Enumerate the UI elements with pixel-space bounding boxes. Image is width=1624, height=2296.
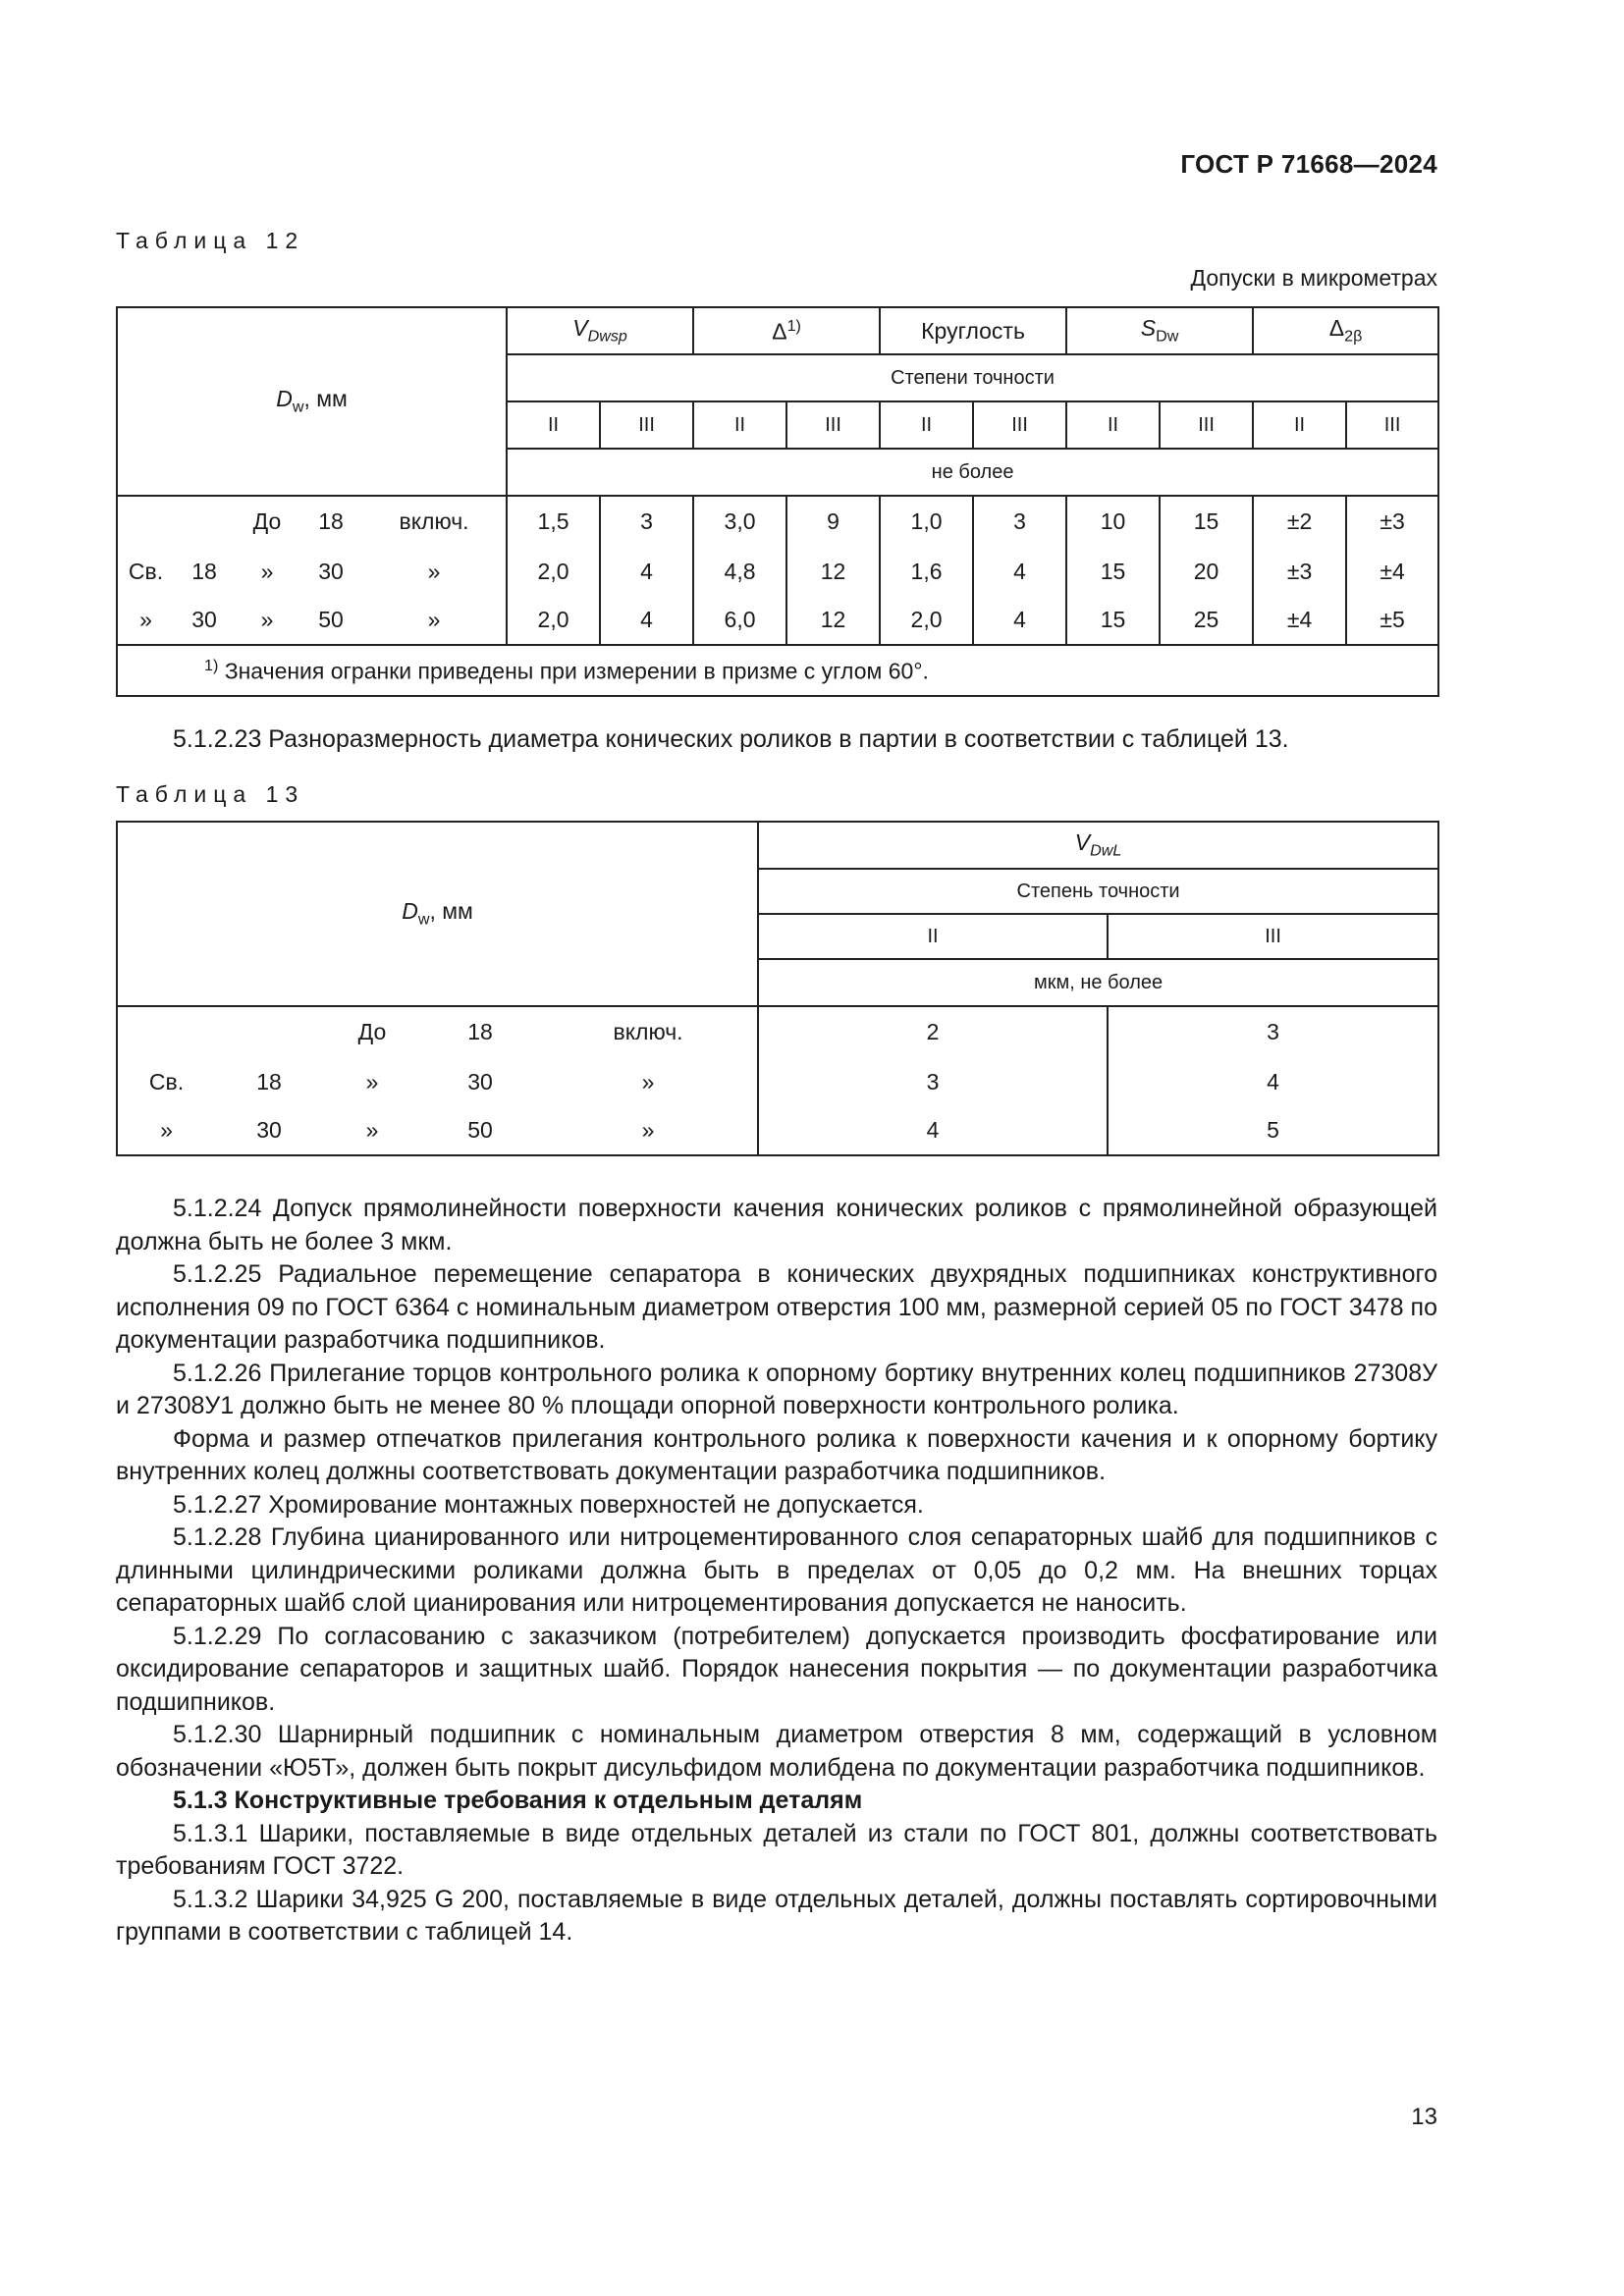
grade-cell: III <box>973 401 1066 449</box>
grade-cell: II <box>693 401 786 449</box>
grade-cell: II <box>1066 401 1160 449</box>
grade-cell: III <box>1108 914 1438 959</box>
paragraph: 5.1.2.24 Допуск прямолинейности поверхности качения конических роликов с прямолинейной образующей должна быть не более 3 мкм. <box>116 1195 1437 1255</box>
table-13-label: Таблица 13 <box>116 781 305 807</box>
table-row: Св. 18 » 30 » 3 4 <box>117 1057 1438 1106</box>
table-13-dw-header: $D_w$, мм <box>117 822 758 1006</box>
paragraph: 5.1.2.26 Прилегание торцов контрольного ролика к опорному бортику внутренних колец подшипников 27308У и 27308У1 должно быть не менее 80 % площади опорной поверхности контрольного ролика. <box>116 1359 1437 1419</box>
table-row: » 30 » 50 » 4 5 <box>117 1106 1438 1155</box>
body-text <box>116 1193 1437 1949</box>
table-12-col-roundness: Круглость <box>880 307 1066 354</box>
grade-cell: III <box>786 401 880 449</box>
table-12-not-more: не более <box>507 449 1438 496</box>
grade-cell: II <box>1253 401 1346 449</box>
grade-cell: II <box>507 401 600 449</box>
table-row: » 30 » 50 » 2,0 4 6,0 12 2,0 4 15 25 ±4 ±5 <box>117 596 1438 645</box>
paragraph: 5.1.3.1 Шарики, поставляемые в виде отдельных деталей из стали по ГОСТ 801, должны соответствовать требованиям ГОСТ 3722. <box>116 1819 1437 1880</box>
paragraph: 5.1.2.28 Глубина цианированного или нитроцементированного слоя сепараторных шайб для подшипников с длинными цилиндрическими роликами должна быть в пределах от 0,05 до 0,2 мм. На внешних торцах сепараторных шайб слой цианирования или нитроцементирования допускается не наносить. <box>116 1523 1437 1617</box>
table-12-label: Таблица 12 <box>116 228 305 253</box>
grade-cell: III <box>1346 401 1438 449</box>
grade-cell: III <box>1160 401 1253 449</box>
grade-cell: II <box>880 401 973 449</box>
section-heading: 5.1.3 Конструктивные требования к отдельным деталям <box>173 1787 863 1814</box>
paragraph: 5.1.2.27 Хромирование монтажных поверхностей не допускается. <box>173 1490 924 1519</box>
table-12-precision-header: Степени точности <box>507 354 1438 401</box>
document-id: ГОСТ Р 71668—2024 <box>1180 149 1437 179</box>
table-12-col-vdwsp: $V_{Dwsp}$ <box>507 307 693 354</box>
page-number: 13 <box>1411 2104 1437 2130</box>
table-13-unit-note: мкм, не более <box>758 959 1438 1006</box>
paragraph-5-1-2-23: 5.1.2.23 Разноразмерность диаметра конических роликов в партии в соответствии с таблицей 13. <box>173 725 1289 753</box>
table-12-col-delta: $\Delta^{1)}$ <box>693 307 880 354</box>
grade-cell: II <box>758 914 1108 959</box>
paragraph: 5.1.3.2 Шарики 34,925 G 200, поставляемые в виде отдельных деталей, должны поставлять сортировочными группами в соответствии с таблицей 14. <box>116 1885 1437 1946</box>
table-12-col-sdw: $S_{Dw}$ <box>1066 307 1253 354</box>
table-row: До 18 включ. 1,5 3 3,0 9 1,0 3 10 15 ±2 ±3 <box>117 496 1438 547</box>
grade-cell: III <box>600 401 693 449</box>
table-row: Св. 18 » 30 » 2,0 4 4,8 12 1,6 4 15 20 ±3 ±4 <box>117 547 1438 596</box>
table-13-precision-header: Степень точности <box>758 869 1438 914</box>
table-row: До 18 включ. 2 3 <box>117 1006 1438 1057</box>
table-12-units: Допуски в микрометрах <box>1190 265 1437 291</box>
table-12-footnote: $^{1)}$ Значения огранки приведены при измерении в призме с углом 60°. <box>117 645 1438 696</box>
table-12-col-delta-2b: $\Delta_{2\beta}$ <box>1253 307 1438 354</box>
paragraph: 5.1.2.29 По согласованию с заказчиком (потребителем) допускается производить фосфатирование или оксидирование сепараторов и защитных шайб. Порядок нанесения покрытия — по документации разработчика подшипников. <box>116 1622 1437 1716</box>
paragraph: 5.1.2.25 Радиальное перемещение сепаратора в конических двухрядных подшипниках конструктивного исполнения 09 по ГОСТ 6364 с номинальным диаметром отверстия 100 мм, размерной серией 05 по ГОСТ 3478 по документации разработчика подшипников. <box>116 1260 1437 1354</box>
table-13 <box>116 821 1439 1156</box>
paragraph: 5.1.2.30 Шарнирный подшипник с номинальным диаметром отверстия 8 мм, содержащий в условном обозначении «Ю5Т», должен быть покрыт дисульфидом молибдена по документации разработчика подшипников. <box>116 1721 1437 1782</box>
table-12 <box>116 306 1439 697</box>
paragraph: Форма и размер отпечатков прилегания контрольного ролика к поверхности качения и к опорному бортику внутренних колец должны соответствовать документации разработчика подшипников. <box>116 1424 1437 1485</box>
table-13-col-vdwl: $V_{DwL}$ <box>758 822 1438 869</box>
table-12-dw-header: $D_w$, мм <box>117 307 507 496</box>
